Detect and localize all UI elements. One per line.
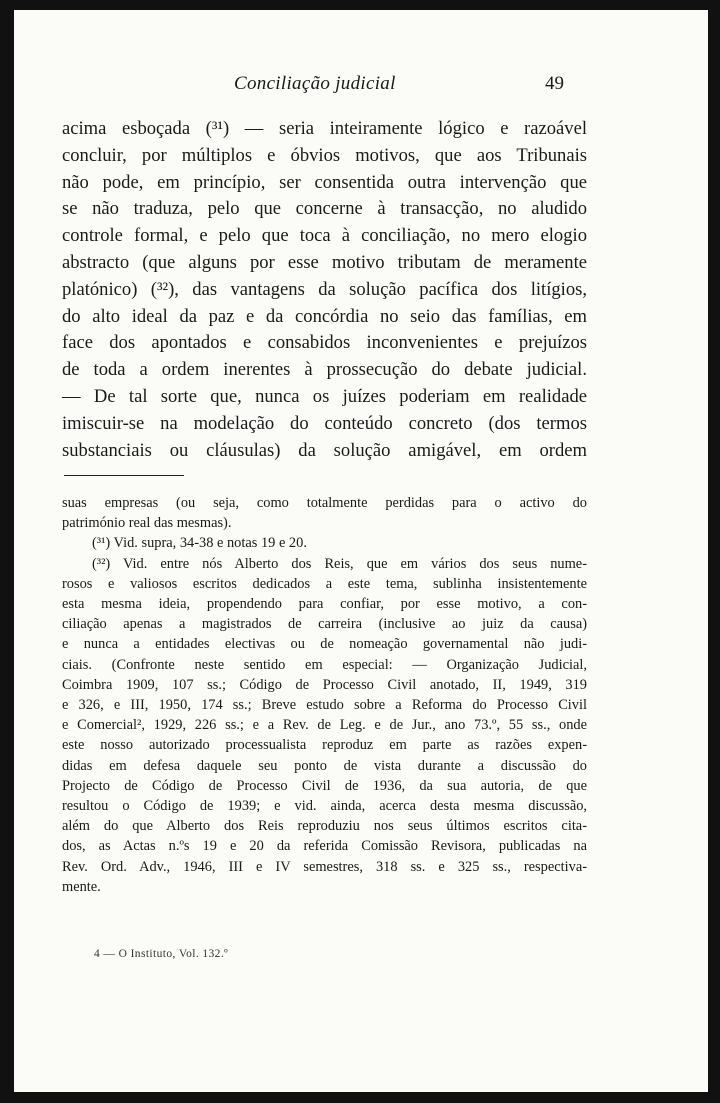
page-header: [14, 73, 708, 97]
footnote-line: e 326, e III, 1950, 174 ss.; Breve estudo sobre a Reforma do Processo Civil: [62, 697, 587, 714]
footnote-line: ciais. (Confronte neste sentido em especial: — Organização Judicial,: [62, 656, 587, 673]
page-number: 49: [545, 73, 564, 94]
body-line: controle formal, e pelo que toca à conciliação, no mero elogio: [62, 225, 587, 247]
footnote-line: além do que Alberto dos Reis reproduziu nos seus últimos escritos cita-: [62, 818, 587, 835]
body-line: acima esboçada (³¹) — seria inteiramente lógico e razoável: [62, 118, 587, 139]
footnote-line: esta mesma ideia, propendendo para confiar, por esse motivo, a con-: [62, 596, 587, 613]
footnotes: [62, 493, 587, 897]
footnote-line: mente.: [62, 878, 101, 895]
footnote-line: património real das mesmas).: [62, 515, 232, 532]
document-page: [14, 10, 708, 1092]
footnote-line: Rev. Ord. Adv., 1946, III e IV semestres, 318 ss. e 325 ss., respectiva-: [62, 858, 587, 875]
footnote-line: rosos e valiosos escritos dedicados a este tema, sublinha insistentemente: [62, 575, 587, 592]
body-line: face dos apontados e consabidos inconvenientes e prejuízos: [62, 332, 587, 354]
body-line: do alto ideal da paz e da concórdia no seio das famílias, em: [62, 305, 587, 327]
footnote-line: didas em defesa daquele seu ponto de vista durante a discussão do: [62, 757, 587, 774]
footnote-line: e Comercial², 1929, 226 ss.; e a Rev. de Leg. e de Jur., ano 73.º, 55 ss., onde: [62, 717, 587, 734]
body-line: substanciais ou cláusulas) da solução amigável, em ordem: [62, 439, 587, 461]
footnote-line: e nunca a entidades electivas ou de nomeação governamental não judi-: [62, 636, 587, 653]
footnote-line: ciliação apenas a magistrados de carreira (inclusive ao juiz da causa): [62, 616, 587, 633]
body-line: platónico) (³²), das vantagens da solução pacífica dos litígios,: [62, 278, 587, 300]
footnote-line: Coimbra 1909, 107 ss.; Código de Processo Civil anotado, II, 1949, 319: [62, 676, 587, 693]
footnote-line: resultou o Código de 1939; e vid. ainda, acerca desta mesma discussão,: [62, 798, 587, 815]
footnote-separator: [64, 475, 184, 476]
footnote-line: suas empresas (ou seja, como totalmente perdidas para o activo do: [62, 495, 587, 511]
body-line: se não traduza, pelo que concerne à transacção, no aludido: [62, 198, 587, 220]
body-text: [62, 116, 587, 464]
printer-imprint: 4 — O Instituto, Vol. 132.º: [94, 948, 229, 960]
body-line: não pode, em princípio, ser consentida outra intervenção que: [62, 171, 587, 193]
footnote-line: dos, as Actas n.ºs 19 e 20 da referida Comissão Revisora, publicadas na: [62, 838, 587, 855]
body-line: imiscuir-se na modelação do conteúdo concreto (dos termos: [62, 412, 587, 434]
footnote-32: (³²) Vid. entre nós Alberto dos Reis, que em vários dos seus nume-: [92, 555, 587, 572]
running-title: Conciliação judicial: [234, 73, 396, 94]
footnote-31: (³¹) Vid. supra, 34-38 e notas 19 e 20.: [92, 535, 307, 552]
body-line: de toda a ordem inerentes à prossecução do debate judicial.: [62, 359, 587, 381]
footnote-line: este nosso autorizado processualista reproduz em parte as razões expen-: [62, 737, 587, 754]
body-line: abstracto (que alguns por esse motivo tributam de meramente: [62, 251, 587, 273]
body-line: concluir, por múltiplos e óbvios motivos, que aos Tribunais: [62, 144, 587, 166]
body-line: — De tal sorte que, nunca os juízes poderiam em realidade: [62, 385, 587, 407]
footnote-line: Projecto de Código de Processo Civil de 1936, da sua autoria, de que: [62, 777, 587, 794]
